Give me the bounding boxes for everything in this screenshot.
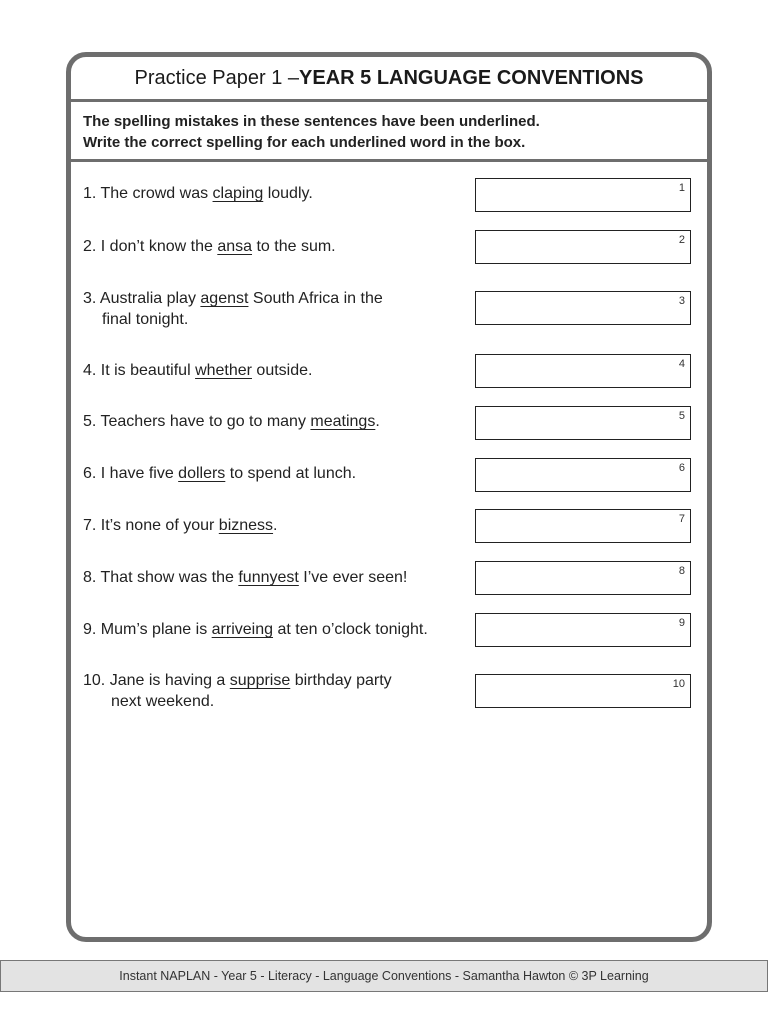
misspelled-word: ansa — [217, 238, 253, 255]
misspelled-word: bizness — [218, 517, 274, 534]
question-text-before: It is beautiful — [96, 362, 196, 379]
question-text-after: South Africa in the — [248, 290, 383, 307]
page-footer — [0, 960, 768, 992]
answer-box-number: 10 — [672, 678, 685, 690]
question-number: 1. — [83, 185, 97, 202]
question-number: 2. — [83, 238, 97, 255]
question-text-before: The crowd was — [96, 185, 213, 202]
question-text-before: I have five — [96, 465, 179, 482]
answer-box-4[interactable] — [475, 354, 691, 388]
question-text-after: . — [375, 413, 380, 430]
misspelled-word: claping — [212, 185, 264, 202]
instruction-line-1: The spelling mistakes in these sentences have been underlined. — [83, 113, 540, 130]
question-text-before: That show was the — [96, 569, 239, 586]
misspelled-word: supprise — [229, 672, 291, 689]
question-text-after: loudly. — [263, 185, 313, 202]
misspelled-word: meatings — [310, 413, 376, 430]
question-text-after: . — [273, 517, 278, 534]
instructions — [71, 102, 707, 162]
question-text-before: Mum’s plane is — [96, 621, 212, 638]
question-text-before: Australia play — [96, 290, 201, 307]
answer-box-1[interactable] — [475, 178, 691, 212]
question-number: 4. — [83, 362, 97, 379]
question-text-before: Jane is having a — [105, 672, 230, 689]
answer-box-7[interactable] — [475, 509, 691, 543]
question-text-before: I don’t know the — [96, 238, 218, 255]
page-title — [71, 57, 707, 102]
question-number: 3. — [83, 290, 97, 307]
answer-box-number: 8 — [678, 565, 685, 577]
question-3 — [83, 288, 473, 330]
answer-box-3[interactable] — [475, 291, 691, 325]
question-text-before: It’s none of your — [96, 517, 219, 534]
answer-box-2[interactable] — [475, 230, 691, 264]
question-8 — [83, 567, 473, 588]
question-6 — [83, 463, 473, 484]
question-number: 8. — [83, 569, 97, 586]
question-number: 9. — [83, 621, 97, 638]
answer-box-6[interactable] — [475, 458, 691, 492]
answer-box-number: 3 — [678, 295, 685, 307]
answer-box-number: 7 — [678, 513, 685, 525]
answer-box-number: 6 — [678, 462, 685, 474]
question-5 — [83, 411, 473, 432]
answer-box-number: 4 — [678, 358, 685, 370]
instruction-line-2: Write the correct spelling for each underlined word in the box. — [83, 134, 526, 151]
question-2 — [83, 236, 473, 257]
answer-box-9[interactable] — [475, 613, 691, 647]
question-number: 7. — [83, 517, 97, 534]
footer-text: Instant NAPLAN - Year 5 - Literacy - Language Conventions - Samantha Hawton © 3P Learning — [119, 969, 649, 983]
question-number: 5. — [83, 413, 97, 430]
answer-box-5[interactable] — [475, 406, 691, 440]
answer-box-number: 9 — [678, 617, 685, 629]
misspelled-word: arriveing — [211, 621, 274, 638]
misspelled-word: whether — [195, 362, 252, 379]
question-text-after: at ten o’clock tonight. — [273, 621, 428, 638]
question-text-after: outside. — [251, 362, 313, 379]
question-1 — [83, 183, 473, 204]
title-paper-number: Practice Paper 1 – — [134, 66, 300, 89]
answer-box-number: 2 — [678, 234, 685, 246]
question-number: 10. — [83, 672, 106, 689]
worksheet-frame — [66, 52, 712, 942]
question-text-continued: final tonight. — [102, 311, 189, 328]
question-text-before: Teachers have to go to many — [96, 413, 311, 430]
question-4 — [83, 360, 473, 381]
question-number: 6. — [83, 465, 97, 482]
misspelled-word: dollers — [178, 465, 226, 482]
answer-box-number: 5 — [678, 410, 685, 422]
question-text-after: to the sum. — [252, 238, 336, 255]
question-text-after: I’ve ever seen! — [298, 569, 408, 586]
misspelled-word: agenst — [200, 290, 249, 307]
question-10 — [83, 670, 473, 712]
answer-box-number: 1 — [678, 182, 685, 194]
question-7 — [83, 515, 473, 536]
question-text-after: birthday party — [290, 672, 392, 689]
misspelled-word: funnyest — [238, 569, 299, 586]
question-text-after: to spend at lunch. — [225, 465, 357, 482]
answer-box-8[interactable] — [475, 561, 691, 595]
question-9 — [83, 619, 483, 640]
answer-box-10[interactable] — [475, 674, 691, 708]
title-section: YEAR 5 LANGUAGE CONVENTIONS — [299, 66, 644, 89]
question-text-continued: next weekend. — [111, 693, 215, 710]
